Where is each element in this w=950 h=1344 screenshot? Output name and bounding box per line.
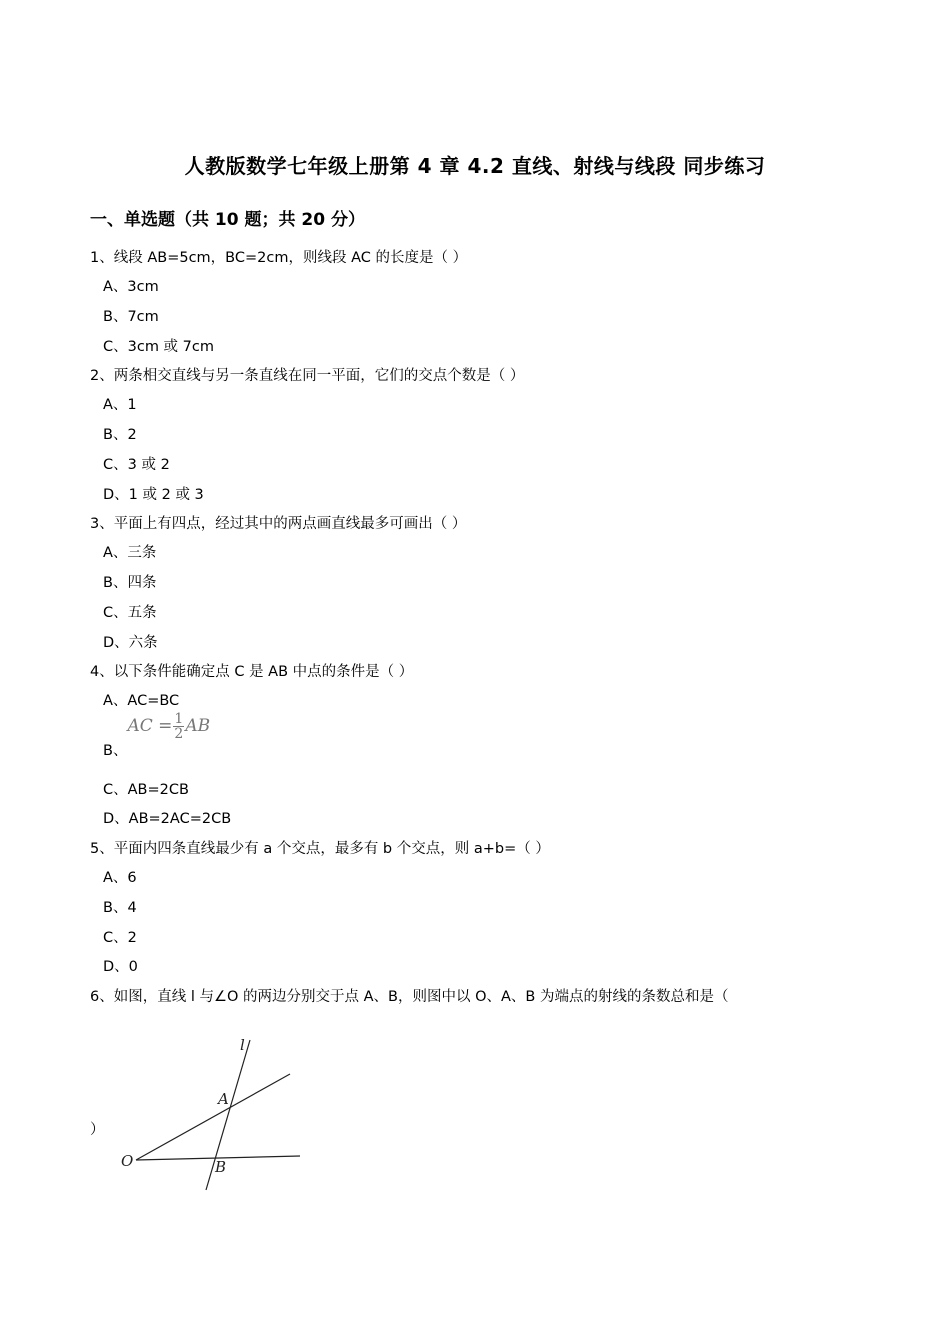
line-l: [206, 1040, 250, 1190]
question-4-option-d: D、AB=2AC=2CB: [103, 811, 232, 827]
question-5-option-c: C、2: [103, 930, 137, 946]
fraction-numerator: 1: [174, 711, 184, 727]
question-1-stem: 1、线段 AB=5cm，BC=2cm，则线段 AC 的长度是（ ）: [90, 250, 468, 266]
section-heading: 一、单选题（共 10 题；共 20 分）: [90, 210, 365, 230]
question-1-option-b: B、7cm: [103, 309, 159, 325]
question-2-stem: 2、两条相交直线与另一条直线在同一平面，它们的交点个数是（ ）: [90, 368, 525, 384]
question-5-stem: 5、平面内四条直线最少有 a 个交点，最多有 b 个交点，则 a+b=（ ）: [90, 841, 550, 857]
question-6-stem: 6、如图，直线 l 与∠O 的两边分别交于点 A、B，则图中以 O、A、B 为端点的射线的条数总和是（: [90, 989, 729, 1005]
question-2-option-d: D、1 或 2 或 3: [103, 487, 204, 503]
question-4-option-a: A、AC=BC: [103, 693, 180, 709]
question-4-stem: 4、以下条件能确定点 C 是 AB 中点的条件是（ ）: [90, 664, 414, 680]
ray-oa: [136, 1074, 290, 1160]
formula-lhs: AC =: [127, 716, 173, 736]
question-5-option-d: D、0: [103, 959, 138, 975]
question-3-option-d: D、六条: [103, 635, 158, 651]
question-3-stem: 3、平面上有四点，经过其中的两点画直线最多可画出（ ）: [90, 516, 467, 532]
formula-ac-half-ab: [127, 712, 210, 741]
question-5-option-b: B、4: [103, 900, 137, 916]
question-1-option-a: A、3cm: [103, 279, 159, 295]
geometry-figure: [118, 1030, 308, 1195]
question-1-option-c: C、3cm 或 7cm: [103, 339, 214, 355]
label-l: l: [240, 1036, 245, 1054]
label-a: A: [218, 1090, 229, 1108]
formula-rhs: AB: [185, 716, 211, 736]
question-3-option-b: B、四条: [103, 575, 157, 591]
question-3-option-c: C、五条: [103, 605, 157, 621]
question-4-option-c: C、AB=2CB: [103, 782, 189, 798]
option-b-label: B、: [103, 742, 128, 759]
fraction: [173, 712, 184, 741]
question-6-closing-paren: ）: [90, 1122, 105, 1138]
question-2-option-b: B、2: [103, 427, 137, 443]
question-2-option-a: A、1: [103, 397, 137, 413]
question-2-option-c: C、3 或 2: [103, 457, 170, 473]
question-4-option-b: [103, 711, 211, 759]
page-title: 人教版数学七年级上册第 4 章 4.2 直线、射线与线段 同步练习: [184, 154, 766, 178]
fraction-denominator: 2: [174, 726, 184, 742]
label-o: O: [121, 1152, 134, 1170]
question-5-option-a: A、6: [103, 870, 137, 886]
label-b: B: [215, 1158, 227, 1176]
question-3-option-a: A、三条: [103, 545, 157, 561]
